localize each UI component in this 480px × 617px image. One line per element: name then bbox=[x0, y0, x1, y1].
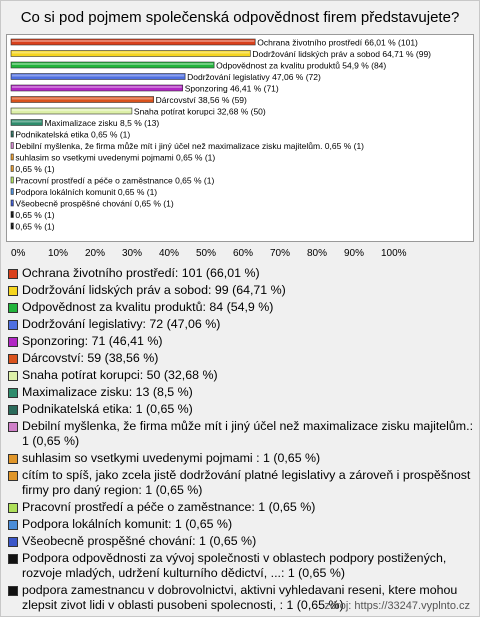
legend-item bbox=[8, 419, 474, 449]
bar-label: Podpora lokálních komunit 0,65 % (1) bbox=[15, 187, 158, 197]
legend-item bbox=[8, 351, 474, 366]
bar-highlight bbox=[12, 40, 254, 42]
x-tick-label: 40% bbox=[159, 248, 180, 259]
legend-label: Podpora odpovědnosti za vývoj společnosti v oblastech podpory postižených, rozvoje mladých, udržení kulturního dědictví, ...: 1 (0,65 %) bbox=[22, 551, 447, 580]
legend-item bbox=[8, 402, 474, 417]
chart-title: Co si pod pojmem společenská odpovědnost firem představujete? bbox=[20, 9, 460, 26]
x-tick-label: 50% bbox=[196, 248, 217, 259]
bar-label: 0,65 % (1) bbox=[15, 164, 55, 174]
bar-label: Sponzoring 46,41 % (71) bbox=[184, 83, 279, 94]
legend-swatch bbox=[8, 503, 18, 513]
legend-swatch bbox=[8, 303, 18, 313]
legend-swatch bbox=[8, 422, 18, 432]
legend-swatch bbox=[8, 354, 18, 364]
legend-swatch bbox=[8, 286, 18, 296]
legend-label: suhlasim so vsetkymi uvedenymi pojmami : 1 (0,65 %) bbox=[22, 451, 321, 465]
legend-label: Všeobecně prospěšné chování: 1 (0,65 %) bbox=[22, 534, 257, 548]
bar-label: Debilní myšlenka, že firma může mít i jiný účel než maximalizace zisku majitelům. 0,65 % (1) bbox=[15, 141, 365, 151]
legend-item bbox=[8, 517, 474, 532]
bar-label: Dárcovství 38,56 % (59) bbox=[155, 95, 247, 105]
bar-label: Všeobecně prospěšné chování 0,65 % (1) bbox=[15, 198, 174, 209]
legend-label: Odpovědnost za kvalitu produktů: 84 (54,9 %) bbox=[22, 300, 274, 314]
x-tick-label: 90% bbox=[344, 248, 365, 259]
legend-swatch bbox=[8, 471, 18, 481]
bar-label: Maximalizace zisku 8,5 % (13) bbox=[44, 118, 160, 128]
x-tick-label: 0% bbox=[11, 248, 26, 259]
x-tick-label: 10% bbox=[48, 248, 69, 259]
bar-label: Odpovědnost za kvalitu produktů 54,9 % (84) bbox=[216, 60, 387, 71]
bar-label: Ochrana životního prostředí 66,01 % (101) bbox=[257, 37, 418, 48]
x-tick-label: 80% bbox=[307, 248, 328, 259]
legend-label: Dodržování lidských práv a sobod: 99 (64,71 %) bbox=[22, 283, 286, 297]
legend-swatch bbox=[8, 454, 18, 464]
bar-chart bbox=[0, 0, 480, 262]
bar-highlight bbox=[12, 52, 249, 54]
legend-item bbox=[8, 283, 474, 298]
legend-item bbox=[8, 451, 474, 466]
bar-highlight bbox=[12, 86, 182, 88]
legend-swatch bbox=[8, 388, 18, 398]
legend-label: Pracovní prostředí a péče o zaměstnance: 1 (0,65 %) bbox=[22, 500, 316, 514]
x-tick-label: 20% bbox=[85, 248, 106, 259]
legend-swatch bbox=[8, 269, 18, 279]
legend-label: Dárcovství: 59 (38,56 %) bbox=[22, 351, 159, 365]
legend-label: Sponzoring: 71 (46,41 %) bbox=[22, 334, 163, 348]
bar-highlight bbox=[12, 63, 213, 65]
legend-label: Podnikatelská etika: 1 (0,65 %) bbox=[22, 402, 193, 416]
legend-swatch bbox=[8, 537, 18, 547]
bar-highlight bbox=[12, 121, 41, 123]
legend-swatch bbox=[8, 337, 18, 347]
legend-swatch bbox=[8, 586, 18, 596]
bar-label: Dodržování lidských práv a sobod 64,71 % (99) bbox=[252, 49, 432, 59]
bar-label: 0,65 % (1) bbox=[15, 221, 55, 232]
legend-label: Snaha potírat korupci: 50 (32,68 %) bbox=[22, 368, 218, 382]
x-tick-label: 60% bbox=[233, 248, 254, 259]
legend-item bbox=[8, 300, 474, 315]
legend-label: Ochrana životního prostředí: 101 (66,01 %) bbox=[22, 266, 260, 280]
bar-label: Podnikatelská etika 0,65 % (1) bbox=[15, 129, 131, 140]
legend-swatch bbox=[8, 554, 18, 564]
bar-highlight bbox=[12, 75, 184, 77]
bar-label: Dodržování legislativy 47,06 % (72) bbox=[187, 72, 321, 82]
legend-item bbox=[8, 317, 474, 332]
legend-label: Dodržování legislativy: 72 (47,06 %) bbox=[22, 317, 221, 331]
legend-item bbox=[8, 334, 474, 349]
bar-label: 0,65 % (1) bbox=[15, 210, 55, 220]
bar-label: Snaha potírat korupci 32,68 % (50) bbox=[133, 106, 266, 117]
legend-label: Podpora lokálních komunit: 1 (0,65 %) bbox=[22, 517, 233, 531]
legend-label: cítím to spíš, jako zcela jistě dodržování platné legislativy a zároveň i prospěšnost firmy pro daný region: 1 (0,65 %) bbox=[22, 468, 471, 497]
legend-item bbox=[8, 468, 474, 498]
x-tick-label: 70% bbox=[270, 248, 291, 259]
legend-swatch bbox=[8, 320, 18, 330]
legend-swatch bbox=[8, 405, 18, 415]
legend-label: Debilní myšlenka, že firma může mít i jiný účel než maximalizace zisku majitelům.: 1 (0,65 %) bbox=[22, 419, 474, 448]
legend-item bbox=[8, 534, 474, 549]
bar-label: suhlasim so vsetkymi uvedenymi pojmami 0,65 % (1) bbox=[15, 152, 216, 163]
x-tick-label: 100% bbox=[381, 248, 407, 259]
legend-label: podpora zamestnancu v dobrovolnictvi, aktivni vyhledavani reseni, ktere mohou zlepsit zivot lidi v oblasti pusobeni spolecnosti, : 1 (0,65 %) bbox=[22, 583, 458, 612]
bar-highlight bbox=[12, 109, 131, 111]
legend-item bbox=[8, 500, 474, 515]
legend-item bbox=[8, 266, 474, 281]
legend bbox=[8, 266, 474, 615]
legend-item bbox=[8, 368, 474, 383]
bar-highlight bbox=[12, 98, 153, 100]
source-link[interactable]: zdroj: https://33247.vyplnto.cz bbox=[324, 600, 470, 612]
legend-label: Maximalizace zisku: 13 (8,5 %) bbox=[22, 385, 193, 399]
legend-swatch bbox=[8, 371, 18, 381]
legend-item bbox=[8, 551, 474, 581]
x-tick-label: 30% bbox=[122, 248, 143, 259]
legend-swatch bbox=[8, 520, 18, 530]
bar-label: Pracovní prostředí a péče o zaměstnance 0,65 % (1) bbox=[15, 175, 215, 186]
legend-item bbox=[8, 385, 474, 400]
